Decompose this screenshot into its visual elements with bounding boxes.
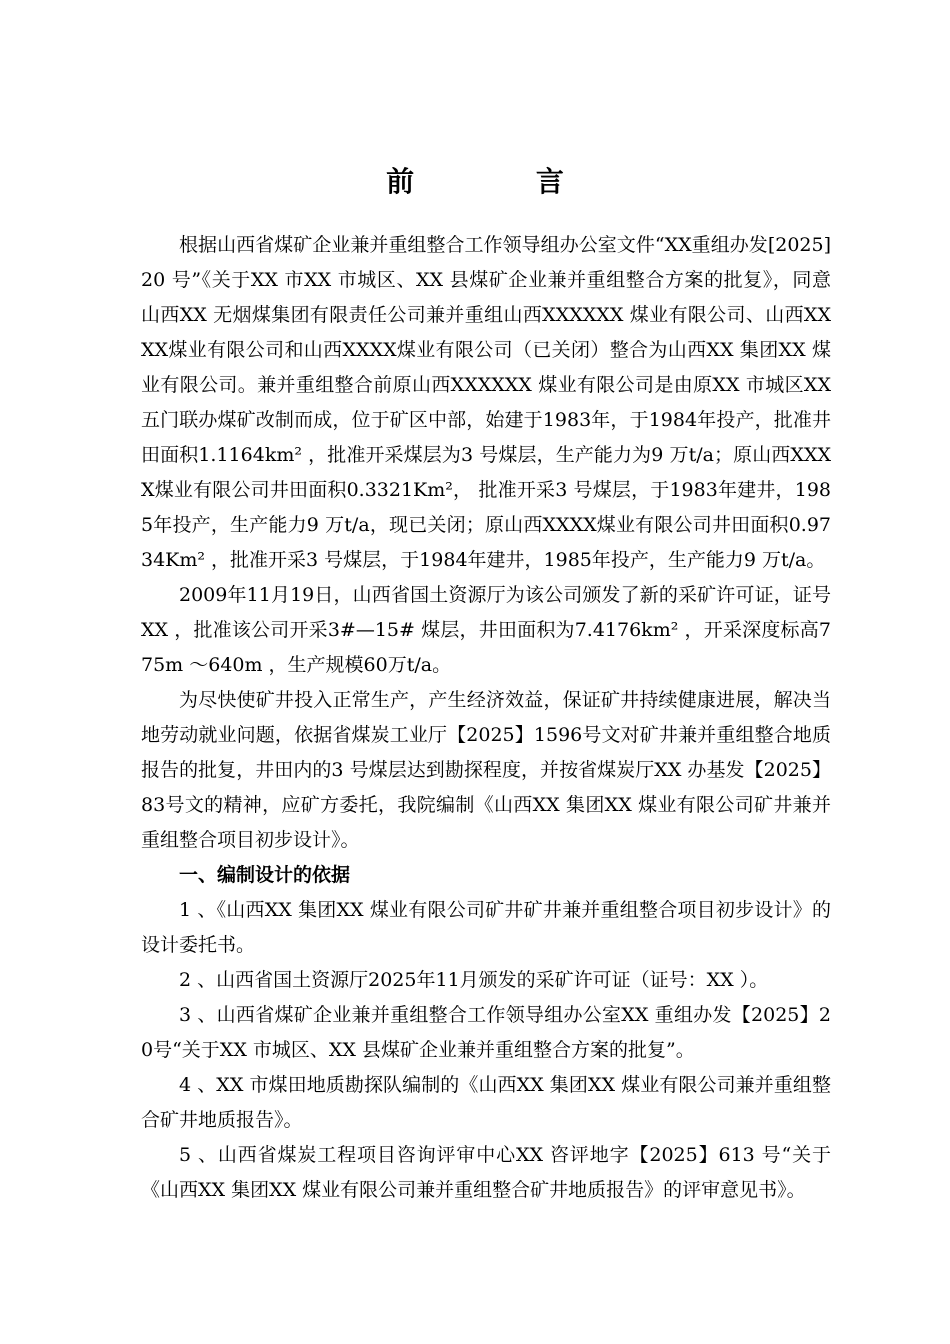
basis-item-3: 3 、山西省煤矿企业兼并重组整合工作领导组办公室XX 重组办发【2025】20号“关于XX 市城区、XX 县煤矿企业兼并重组整合方案的批复”。 <box>141 1004 831 1061</box>
basis-item-2: 2 、山西省国土资源厅2025年11月颁发的采矿许可证（证号：XX ）。 <box>179 969 769 991</box>
basis-item-1: 1 、《山西XX 集团XX 煤业有限公司矿井矿井兼并重组整合项目初步设计》的设计委托书。 <box>141 899 831 956</box>
document-body <box>141 228 831 1208</box>
paragraph-purpose: 为尽快使矿井投入正常生产，产生经济效益，保证矿井持续健康进展，解决当地劳动就业问题，依据省煤炭工业厅【2025】1596号文对矿井兼并重组整合地质报告的批复，井田内的3 号煤层达到勘探程度，并按省煤炭厅XX 办基发【2025】83号文的精神，应矿方委托，我院编制《山西XX 集团XX 煤业有限公司矿井兼并重组整合项目初步设计》。 <box>141 689 831 851</box>
paragraph-license: 2009年11月19日，山西省国土资源厅为该公司颁发了新的采矿许可证，证号XX ，批准该公司开采3#—15# 煤层，井田面积为7.4176km² ，开采深度标高775m ～640m ，生产规模60万t/a。 <box>141 584 831 676</box>
document-title: 前 言 <box>386 165 620 198</box>
paragraph-background: 根据山西省煤矿企业兼并重组整合工作领导组办公室文件“XX重组办发[2025]20 号”《关于XX 市XX 市城区、XX 县煤矿企业兼并重组整合方案的批复》，同意山西XX 无烟煤集团有限责任公司兼并重组山西XXXXXX 煤业有限公司、山西XXXX煤业有限公司和山西XXXX煤业有限公司（已关闭）整合为山西XX 集团XX 煤业有限公司。兼并重组整合前原山西XXXXXX 煤业有限公司是由原XX 市城区XX 五门联办煤矿改制而成，位于矿区中部，始建于1983年，于1984年投产，批准井田面积1.1164km² ，批准开采煤层为3 号煤层，生产能力为9 万t/a；原山西XXXX煤业有限公司井田面积0.3321Km²， 批准开采3 号煤层，于1983年建井，1985年投产，生产能力9 万t/a，现已关闭；原山西XXXX煤业有限公司井田面积0.9734Km² ，批准开采3 号煤层，于1984年建井，1985年投产，生产能力9 万t/a。 <box>141 234 831 571</box>
basis-item-4: 4 、XX 市煤田地质勘探队编制的《山西XX 集团XX 煤业有限公司兼并重组整合矿井地质报告》。 <box>141 1074 831 1131</box>
section-heading: 一、编制设计的依据 <box>179 864 351 886</box>
basis-item-5: 5 、山西省煤炭工程项目咨询评审中心XX 咨评地字【2025】613 号“关于《山西XX 集团XX 煤业有限公司兼并重组整合矿井地质报告》的评审意见书》。 <box>141 1144 831 1201</box>
